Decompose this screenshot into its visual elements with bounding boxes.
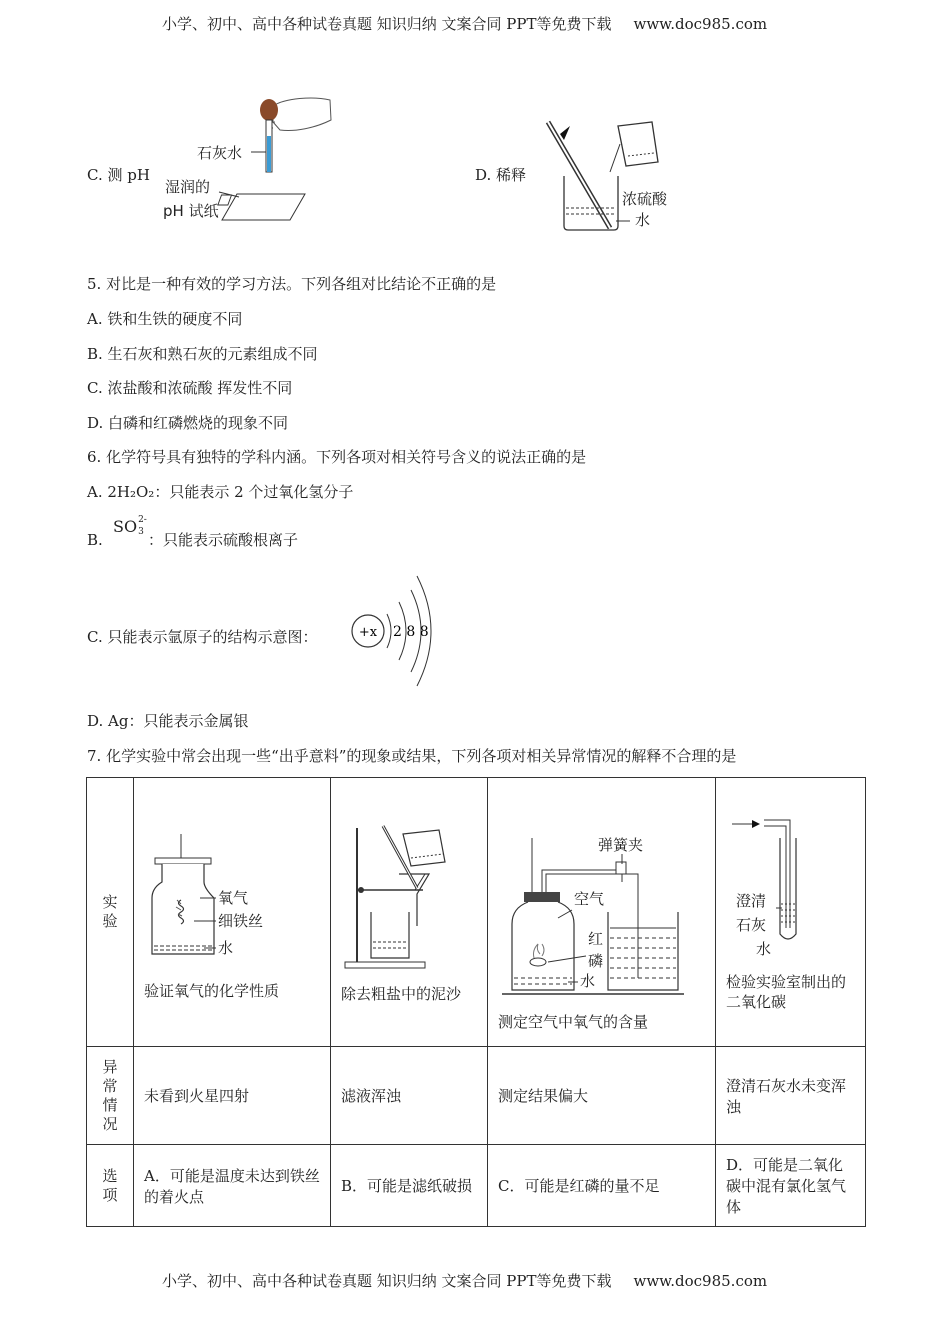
- abnormal-1: 未看到火星四射: [134, 1047, 331, 1145]
- sulfite-subscript: 3: [138, 527, 144, 537]
- q6-option-c: C. 只能表示氩原子的结构示意图：: [87, 628, 318, 646]
- q5-option-c: C. 浓盐酸和浓硫酸 挥发性不同: [87, 379, 293, 397]
- q5-stem: 5. 对比是一种有效的学习方法。下列各组对比结论不正确的是: [87, 275, 497, 293]
- footer-text: 小学、初中、高中各种试卷真题 知识归纳 文案合同 PPT等免费下载: [162, 1272, 612, 1290]
- q5-option-b: B. 生石灰和熟石灰的元素组成不同: [87, 345, 318, 363]
- oxygen-content-figure: [488, 778, 716, 1046]
- row-header-abnormal: 异常情况: [87, 1047, 134, 1145]
- svg-text:弹簧夹: 弹簧夹: [598, 836, 644, 854]
- caption-exp-4: 检验实验室制出的二氧化碳: [726, 973, 847, 1011]
- q4-option-d: D. 稀释: [475, 166, 527, 184]
- caption-exp-1: 验证氧气的化学性质: [144, 982, 280, 1000]
- q7-stem: 7. 化学实验中常会出现一些“出乎意料”的现象或结果，下列各项对相关异常情况的解释不合理的是: [87, 747, 737, 765]
- caption-exp-3: 测定空气中氧气的含量: [498, 1013, 649, 1031]
- experiment-cell-4: [716, 778, 866, 1047]
- ph-test-figure: [155, 92, 345, 227]
- q6-option-b-formula: [113, 517, 147, 537]
- svg-text:细铁丝: 细铁丝: [218, 912, 264, 930]
- q6-stem: 6. 化学符号具有独特的学科内涵。下列各项对相关符号含义的说法正确的是: [87, 448, 587, 466]
- row-header-option: 选项: [87, 1145, 134, 1227]
- q5-option-a: A. 铁和生铁的硬度不同: [87, 310, 243, 328]
- label-conc-acid: 浓硫酸: [622, 190, 668, 208]
- caption-exp-2: 除去粗盐中的泥沙: [341, 985, 462, 1003]
- abnormal-3: 测定结果偏大: [488, 1047, 716, 1145]
- header-text: 小学、初中、高中各种试卷真题 知识归纳 文案合同 PPT等免费下载: [162, 15, 612, 33]
- page-header: [162, 13, 767, 34]
- experiment-cell-3: [488, 778, 716, 1047]
- footer-url[interactable]: www.doc985.com: [633, 1272, 768, 1290]
- label-limewater: 石灰水: [197, 144, 243, 162]
- label-wet: 湿润的: [165, 178, 211, 196]
- q6-option-b-text: ：只能表示硫酸根离子: [148, 531, 299, 549]
- label-water: 水: [635, 211, 651, 229]
- abnormal-4: 澄清石灰水未变浑浊: [716, 1047, 866, 1145]
- atom-structure-diagram: [345, 572, 445, 690]
- option-d: D．可能是二氧化碳中混有氯化氢气体: [716, 1145, 866, 1227]
- q7-table: [86, 777, 866, 1227]
- svg-text:氧气: 氧气: [218, 889, 249, 907]
- svg-text:磷: 磷: [588, 952, 604, 970]
- option-c: C．可能是红磷的量不足: [488, 1145, 716, 1227]
- experiment-cell-2: [331, 778, 488, 1047]
- q6-option-b-prefix: B.: [87, 531, 103, 549]
- sulfite-charge: 2-: [138, 515, 147, 525]
- q6-option-a: A. 2H₂O₂：只能表示 2 个过氧化氢分子: [87, 483, 354, 501]
- iron-wire-oxygen-figure: [134, 778, 331, 1046]
- svg-text:石灰: 石灰: [736, 916, 767, 934]
- electron-shells: 2 8 8: [393, 624, 429, 640]
- svg-text:红: 红: [588, 930, 604, 948]
- svg-text:水: 水: [218, 939, 234, 957]
- experiment-cell-1: [134, 778, 331, 1047]
- svg-text:水: 水: [756, 940, 772, 958]
- option-b: B．可能是滤纸破损: [331, 1145, 488, 1227]
- dilution-figure: [540, 118, 690, 233]
- q4-option-c: C. 测 pH: [87, 166, 150, 184]
- abnormal-2: 滤液浑浊: [331, 1047, 488, 1145]
- svg-text:澄清: 澄清: [736, 892, 767, 910]
- svg-text:水: 水: [580, 972, 596, 990]
- q6-option-d: D. Ag：只能表示金属银: [87, 712, 249, 730]
- q5-option-d: D. 白磷和红磷燃烧的现象不同: [87, 414, 289, 432]
- label-ph-paper: pH 试纸: [163, 202, 219, 220]
- header-url[interactable]: www.doc985.com: [633, 15, 768, 33]
- dropper-bulb: [260, 99, 278, 121]
- page-footer: [162, 1270, 767, 1291]
- row-header-experiment: 实验: [87, 778, 134, 1047]
- nucleus-charge: +x: [358, 625, 378, 640]
- sulfite-symbol: SO: [113, 517, 138, 536]
- svg-text:空气: 空气: [574, 890, 605, 908]
- filtration-figure: [331, 778, 488, 1046]
- option-a: A．可能是温度未达到铁丝的着火点: [134, 1145, 331, 1227]
